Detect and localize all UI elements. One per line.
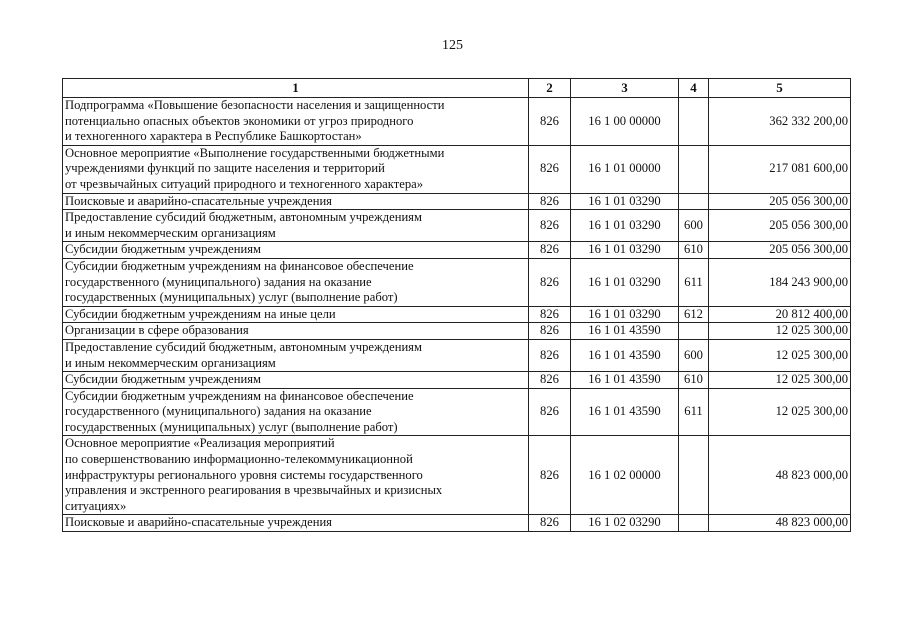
row-type-cell: 600: [679, 339, 709, 371]
row-code-cell: 16 1 01 03290: [571, 242, 679, 259]
row-code-cell: 16 1 00 00000: [571, 98, 679, 146]
row-type-cell: 610: [679, 242, 709, 259]
row-name-cell: Предоставление субсидий бюджетным, автономным учреждениям и иным некоммерческим организациям: [63, 339, 529, 371]
row-dept-cell: 826: [529, 515, 571, 532]
row-name-cell: Субсидии бюджетным учреждениям на финансовое обеспечение государственного (муниципального) задания на оказание государственных (муниципальных) услуг (выполнение работ): [63, 388, 529, 436]
row-code-cell: 16 1 01 03290: [571, 306, 679, 323]
row-name-cell: Поисковые и аварийно-спасательные учреждения: [63, 193, 529, 210]
row-code-cell: 16 1 01 03290: [571, 258, 679, 306]
row-code-cell: 16 1 01 43590: [571, 323, 679, 340]
table-row: [63, 515, 851, 532]
row-amount-cell: 205 056 300,00: [709, 193, 851, 210]
row-name-cell: Подпрограмма «Повышение безопасности населения и защищенности потенциально опасных объектов экономики от угроз природного и техногенного характера в Республике Башкортостан»: [63, 98, 529, 146]
row-dept-cell: 826: [529, 306, 571, 323]
row-dept-cell: 826: [529, 145, 571, 193]
row-type-cell: 611: [679, 258, 709, 306]
row-code-cell: 16 1 01 03290: [571, 193, 679, 210]
row-type-cell: [679, 193, 709, 210]
row-dept-cell: 826: [529, 339, 571, 371]
row-type-cell: [679, 98, 709, 146]
row-amount-cell: 205 056 300,00: [709, 242, 851, 259]
column-header-dept: 2: [529, 79, 571, 98]
row-amount-cell: 217 081 600,00: [709, 145, 851, 193]
row-code-cell: 16 1 02 03290: [571, 515, 679, 532]
table-row: [63, 145, 851, 193]
row-dept-cell: 826: [529, 436, 571, 515]
row-name-cell: Поисковые и аварийно-спасательные учреждения: [63, 515, 529, 532]
row-amount-cell: 12 025 300,00: [709, 323, 851, 340]
row-amount-cell: 184 243 900,00: [709, 258, 851, 306]
row-dept-cell: 826: [529, 242, 571, 259]
row-name-cell: Субсидии бюджетным учреждениям на финансовое обеспечение государственного (муниципального) задания на оказание государственных (муниципальных) услуг (выполнение работ): [63, 258, 529, 306]
row-type-cell: [679, 145, 709, 193]
row-type-cell: [679, 323, 709, 340]
row-amount-cell: 48 823 000,00: [709, 515, 851, 532]
table-row: [63, 388, 851, 436]
row-name-cell: Субсидии бюджетным учреждениям на иные цели: [63, 306, 529, 323]
row-code-cell: 16 1 01 03290: [571, 210, 679, 242]
table-row: [63, 323, 851, 340]
table-row: [63, 372, 851, 389]
row-amount-cell: 48 823 000,00: [709, 436, 851, 515]
table-header-row: [63, 79, 851, 98]
row-name-cell: Предоставление субсидий бюджетным, автономным учреждениям и иным некоммерческим организациям: [63, 210, 529, 242]
column-header-amount: 5: [709, 79, 851, 98]
row-dept-cell: 826: [529, 372, 571, 389]
row-amount-cell: 362 332 200,00: [709, 98, 851, 146]
row-dept-cell: 826: [529, 98, 571, 146]
table-row: [63, 339, 851, 371]
table-row: [63, 98, 851, 146]
row-name-cell: Основное мероприятие «Реализация мероприятий по совершенствованию информационно-телекоммуникационной инфраструктуры регионального уровня системы государственного управления и экстренного реагирования в чрезвычайных и кризисных ситуациях»: [63, 436, 529, 515]
row-code-cell: 16 1 01 43590: [571, 339, 679, 371]
table-row: [63, 436, 851, 515]
row-amount-cell: 20 812 400,00: [709, 306, 851, 323]
row-type-cell: 611: [679, 388, 709, 436]
row-dept-cell: 826: [529, 388, 571, 436]
row-code-cell: 16 1 01 43590: [571, 388, 679, 436]
row-dept-cell: 826: [529, 193, 571, 210]
table-row: [63, 210, 851, 242]
row-name-cell: Субсидии бюджетным учреждениям: [63, 242, 529, 259]
row-type-cell: 600: [679, 210, 709, 242]
row-dept-cell: 826: [529, 258, 571, 306]
column-header-type: 4: [679, 79, 709, 98]
column-header-code: 3: [571, 79, 679, 98]
row-code-cell: 16 1 02 00000: [571, 436, 679, 515]
page-number: 125: [442, 38, 463, 53]
row-amount-cell: 12 025 300,00: [709, 339, 851, 371]
row-amount-cell: 12 025 300,00: [709, 372, 851, 389]
row-dept-cell: 826: [529, 210, 571, 242]
row-name-cell: Организации в сфере образования: [63, 323, 529, 340]
row-type-cell: 612: [679, 306, 709, 323]
table-row: [63, 242, 851, 259]
row-type-cell: [679, 515, 709, 532]
row-type-cell: 610: [679, 372, 709, 389]
row-dept-cell: 826: [529, 323, 571, 340]
row-name-cell: Субсидии бюджетным учреждениям: [63, 372, 529, 389]
table-row: [63, 193, 851, 210]
row-code-cell: 16 1 01 00000: [571, 145, 679, 193]
row-amount-cell: 12 025 300,00: [709, 388, 851, 436]
budget-table: [62, 78, 851, 532]
column-header-name: 1: [63, 79, 529, 98]
row-name-cell: Основное мероприятие «Выполнение государственными бюджетными учреждениями функций по защите населения и территорий от чрезвычайных ситуаций природного и техногенного характера»: [63, 145, 529, 193]
row-type-cell: [679, 436, 709, 515]
row-code-cell: 16 1 01 43590: [571, 372, 679, 389]
table-row: [63, 306, 851, 323]
table-row: [63, 258, 851, 306]
row-amount-cell: 205 056 300,00: [709, 210, 851, 242]
